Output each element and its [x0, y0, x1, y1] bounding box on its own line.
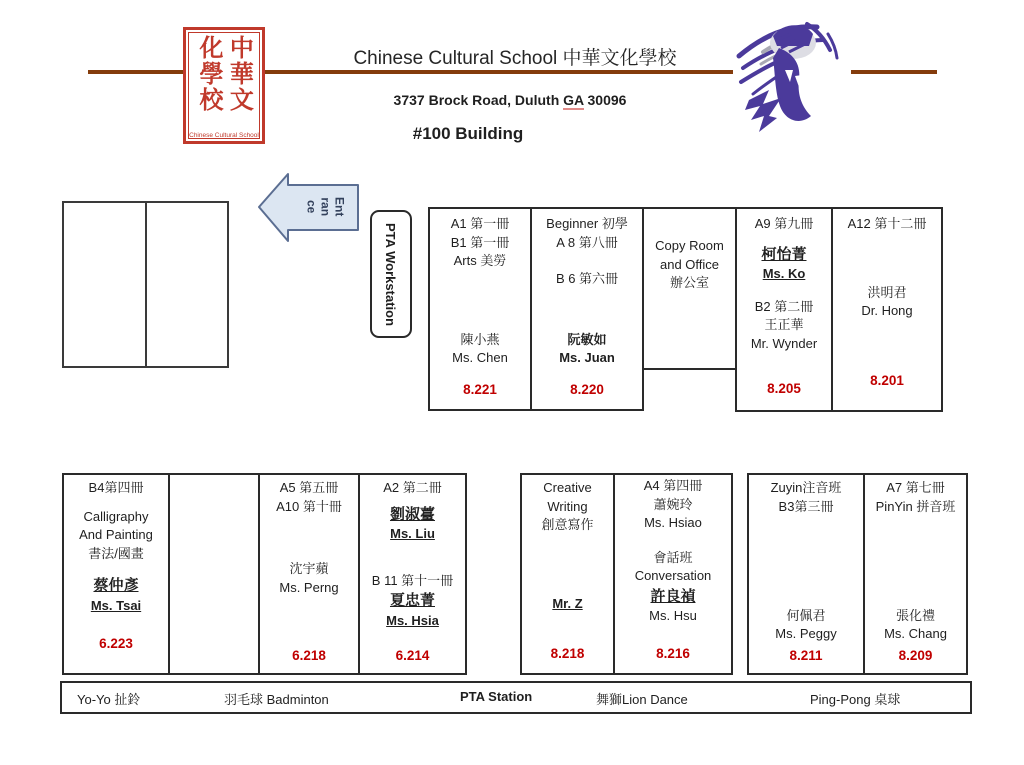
class-label: B 6 第六冊 — [555, 271, 619, 287]
room-zuyin-b3 — [747, 473, 865, 675]
room-number: 8.218 — [550, 645, 585, 661]
entrance-arrow-icon — [258, 171, 360, 244]
teacher-name-en: Ms. Juan — [559, 350, 615, 366]
teacher-name-cn: 張化禮 — [895, 607, 935, 623]
subject-label: And Painting — [79, 527, 153, 543]
teacher-name-cn: 夏忠菁 — [389, 592, 435, 610]
teacher-name-en: Ms. Perng — [279, 579, 339, 595]
room-number: 8.209 — [898, 647, 933, 663]
class-label: Beginner 初學 — [546, 216, 628, 231]
school-address — [330, 92, 690, 108]
class-label: Zuyin注音班 — [770, 480, 842, 495]
teacher-name-cn: 洪明君 — [867, 284, 907, 300]
room-number: 8.220 — [570, 381, 604, 397]
school-seal-logo — [183, 27, 265, 144]
building-title: #100 Building — [412, 124, 524, 143]
subject-label: Creative — [543, 480, 592, 495]
room-a4-conversation — [613, 473, 733, 675]
teacher-name-cn: 沈宇蘋 — [289, 561, 329, 577]
room-a5-a10 — [258, 473, 360, 675]
teacher-name-en: Dr. Hong — [861, 303, 913, 319]
seal-right-column: 中華文 — [225, 35, 255, 113]
copy-room-label: 辦公室 — [669, 275, 709, 291]
activity-pta-station: PTA Station — [460, 689, 533, 704]
teacher-name-cn: 何佩君 — [786, 607, 826, 623]
teacher-name-en: Ms. Chang — [884, 626, 947, 642]
room-empty-right — [147, 203, 227, 366]
address-part1: 3737 Brock Road, Duluth — [393, 92, 564, 108]
class-label: A10 第十冊 — [276, 498, 342, 514]
room-number: 6.214 — [395, 647, 430, 663]
teacher-name-en: Ms. Tsai — [90, 597, 142, 613]
class-label: PinYin 拼音班 — [875, 498, 956, 514]
school-title: Chinese Cultural School 中華文化學校 — [353, 48, 677, 69]
address-part2: 30096 — [583, 92, 627, 108]
room-creative-writing — [520, 473, 615, 675]
teacher-name-en: Ms. Hsiao — [644, 515, 702, 531]
room-a7-pinyin — [863, 473, 968, 675]
activity-lion-dance: 舞獅Lion Dance — [596, 692, 688, 707]
room-copy-office — [642, 207, 737, 370]
pta-workstation-label: PTA Workstation — [383, 222, 399, 326]
class-label: A12 第十二冊 — [847, 216, 927, 231]
room-number: 6.223 — [99, 635, 133, 651]
teacher-name-en: Ms. Ko — [762, 266, 806, 282]
subject-label: 書法/國畫 — [88, 545, 144, 561]
room-number: 8.201 — [870, 372, 904, 388]
copy-room-label: and Office — [659, 256, 720, 272]
class-label: A9 第九冊 — [754, 216, 814, 231]
wildcat-mascot-icon — [733, 12, 851, 142]
class-label: A7 第七冊 — [886, 480, 945, 495]
teacher-name-en: Ms. Liu — [390, 526, 435, 542]
teacher-name-en: Ms. Hsu — [649, 608, 697, 624]
teacher-name-cn: 陳小燕 — [460, 331, 500, 347]
room-number: 8.216 — [656, 645, 690, 661]
entrance-label-line1: Ent — [332, 197, 347, 217]
room-a12 — [831, 207, 943, 412]
class-label: A5 第五冊 — [279, 480, 339, 495]
room-a1-b1-arts — [428, 207, 532, 411]
class-label: B1 第一冊 — [450, 234, 510, 250]
class-label: Arts 美勞 — [453, 253, 507, 269]
class-label: A 8 第八冊 — [556, 234, 618, 250]
room-beginner-a8-b6 — [530, 207, 644, 411]
seal-left-column: 化學校 — [195, 35, 224, 113]
teacher-name-cn: 蔡仲彥 — [93, 577, 139, 595]
subject-label: 創意寫作 — [541, 517, 594, 533]
room-number: 8.211 — [789, 647, 823, 663]
room-a9-b2 — [735, 207, 833, 412]
teacher-name-cn: 蕭婉玲 — [653, 496, 693, 512]
activities-bar — [60, 681, 972, 714]
copy-room-label: Copy Room — [655, 238, 724, 253]
class-label: A4 第四冊 — [643, 478, 703, 493]
class-label: B3第三冊 — [778, 498, 834, 514]
class-label: A2 第二冊 — [383, 480, 442, 495]
teacher-name-cn: 阮敏如 — [567, 331, 607, 347]
class-label: A1 第一冊 — [450, 216, 510, 231]
class-label: B 11 第十一冊 — [371, 572, 454, 588]
entrance-label — [294, 175, 356, 239]
teacher-name-cn: 柯怡菁 — [761, 245, 807, 263]
room-number: 8.205 — [767, 380, 801, 396]
class-label: B4第四冊 — [88, 480, 144, 495]
room-b4-calligraphy — [62, 473, 170, 675]
subject-label: Writing — [547, 498, 588, 514]
teacher-name-en: Ms. Hsia — [386, 612, 439, 628]
seal-caption: Chinese Cultural School — [189, 132, 259, 139]
teacher-name-cn: 王正華 — [764, 317, 804, 333]
teacher-name-en: Mr. Z — [552, 596, 583, 612]
entrance-label-line3: ce — [305, 200, 320, 214]
room-empty-left — [64, 203, 147, 366]
entrance-label-line2: ran — [318, 197, 333, 217]
pta-workstation-box — [370, 210, 412, 338]
teacher-name-en: Ms. Chen — [452, 350, 508, 366]
class-label: B2 第二冊 — [754, 298, 814, 314]
room-empty-pair — [62, 201, 229, 368]
address-state: GA — [563, 92, 584, 108]
teacher-name-en: Mr. Wynder — [750, 335, 818, 351]
room-a2-b11 — [358, 473, 467, 675]
room-number: 8.221 — [463, 381, 497, 397]
room-empty-bottom — [168, 473, 260, 675]
seal-border — [188, 32, 260, 139]
activity-yoyo: Yo-Yo 扯鈴 — [77, 692, 141, 707]
class-label: Conversation — [634, 568, 712, 584]
room-number: 6.218 — [292, 647, 326, 663]
activity-badminton: 羽毛球 Badminton — [224, 692, 329, 707]
subject-label: Calligraphy — [83, 508, 149, 524]
class-label: 會話班 — [653, 549, 693, 565]
teacher-name-en: Ms. Peggy — [775, 626, 837, 642]
teacher-name-cn: 劉淑薹 — [389, 505, 435, 523]
activity-ping-pong: Ping-Pong 桌球 — [810, 692, 901, 707]
teacher-name-cn: 許良禎 — [650, 587, 696, 605]
